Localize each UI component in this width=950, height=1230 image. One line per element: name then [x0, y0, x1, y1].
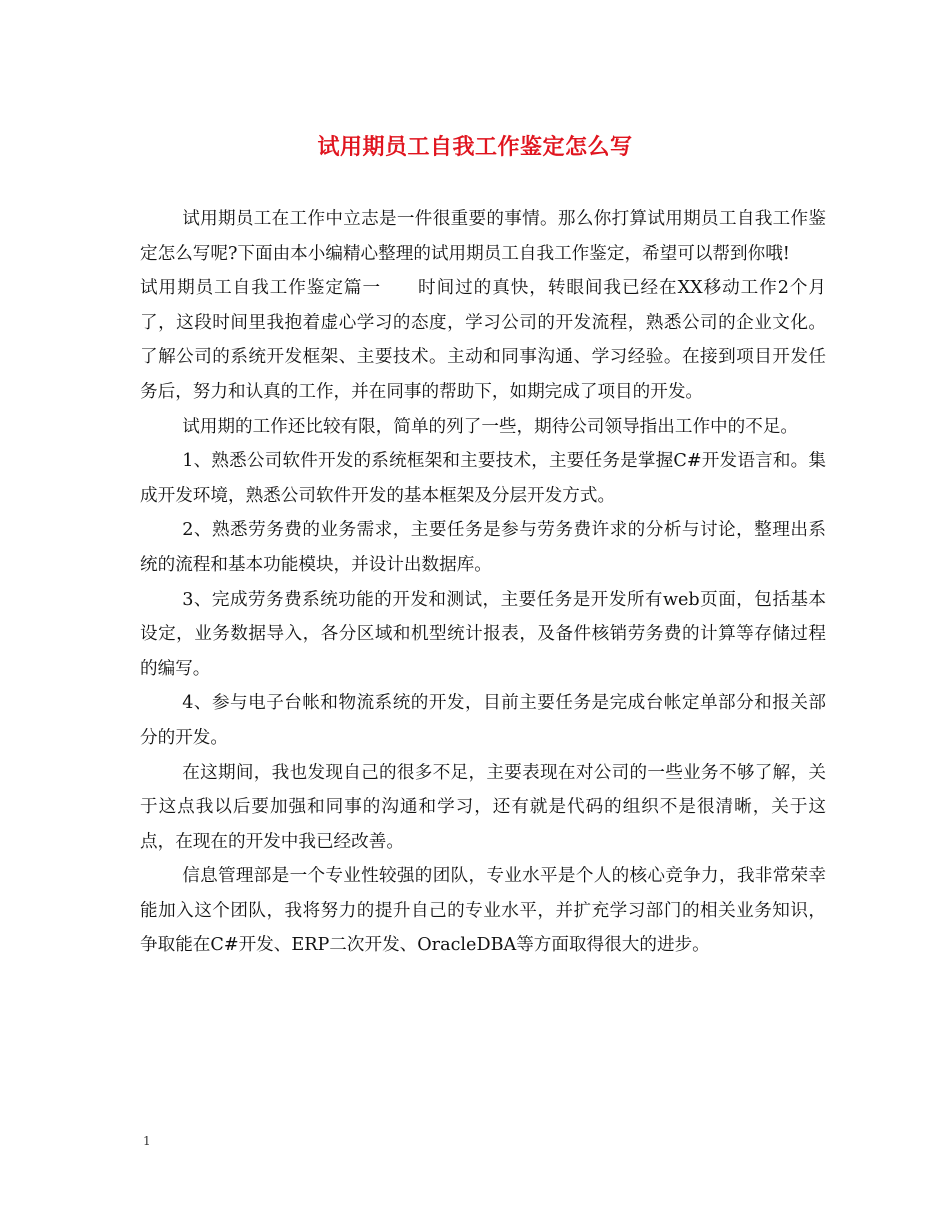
paragraph-item-2: 2、熟悉劳务费的业务需求，主要任务是参与劳务费许求的分析与讨论，整理出系统的流程和基本功能模块，并设计出数据库。 [140, 520, 826, 575]
paragraph-item-4: 4、参与电子台帐和物流系统的开发，目前主要任务是完成台帐定单部分和报关部分的开发。 [140, 693, 826, 748]
paragraph-intro: 试用期员工在工作中立志是一件很重要的事情。那么你打算试用期员工自我工作鉴定怎么写呢?下面由本小编精心整理的试用期员工自我工作鉴定，希望可以帮到你哦! [140, 209, 826, 264]
paragraph-item-3: 3、完成劳务费系统功能的开发和测试，主要任务是开发所有web页面，包括基本设定，业务数据导入，各分区域和机型统计报表，及备件核销劳务费的计算等存储过程的编写。 [140, 589, 826, 679]
document-body [140, 202, 826, 963]
paragraph-part-one: 试用期员工自我工作鉴定篇一 时间过的真快，转眼间我已经在XX移动工作2个月了，这段时间里我抱着虚心学习的态度，学习公司的开发流程，熟悉公司的企业文化。了解公司的系统开发框架、主要技术。主动和同事沟通、学习经验。在接到项目开发任务后，努力和认真的工作，并在同事的帮助下，如期完成了项目的开发。 [140, 278, 826, 402]
paragraph-shortcomings: 在这期间，我也发现自己的很多不足，主要表现在对公司的一些业务不够了解，关于这点我以后要加强和同事的沟通和学习，还有就是代码的组织不是很清晰，关于这点，在现在的开发中我已经改善。 [140, 762, 826, 852]
document-title: 试用期员工自我工作鉴定怎么写 [317, 135, 633, 160]
paragraph-trial-summary: 试用期的工作还比较有限，简单的列了一些，期待公司领导指出工作中的不足。 [182, 416, 799, 437]
paragraph-conclusion: 信息管理部是一个专业性较强的团队，专业水平是个人的核心竞争力，我非常荣幸能加入这个团队，我将努力的提升自己的专业水平，并扩充学习部门的相关业务知识，争取能在C#开发、ERP二次开发、OracleDBA等方面取得很大的进步。 [140, 866, 826, 956]
page-number: 1 [143, 1134, 151, 1148]
paragraph-item-1: 1、熟悉公司软件开发的系统框架和主要技术，主要任务是掌握C#开发语言和。集成开发环境，熟悉公司软件开发的基本框架及分层开发方式。 [140, 451, 826, 506]
